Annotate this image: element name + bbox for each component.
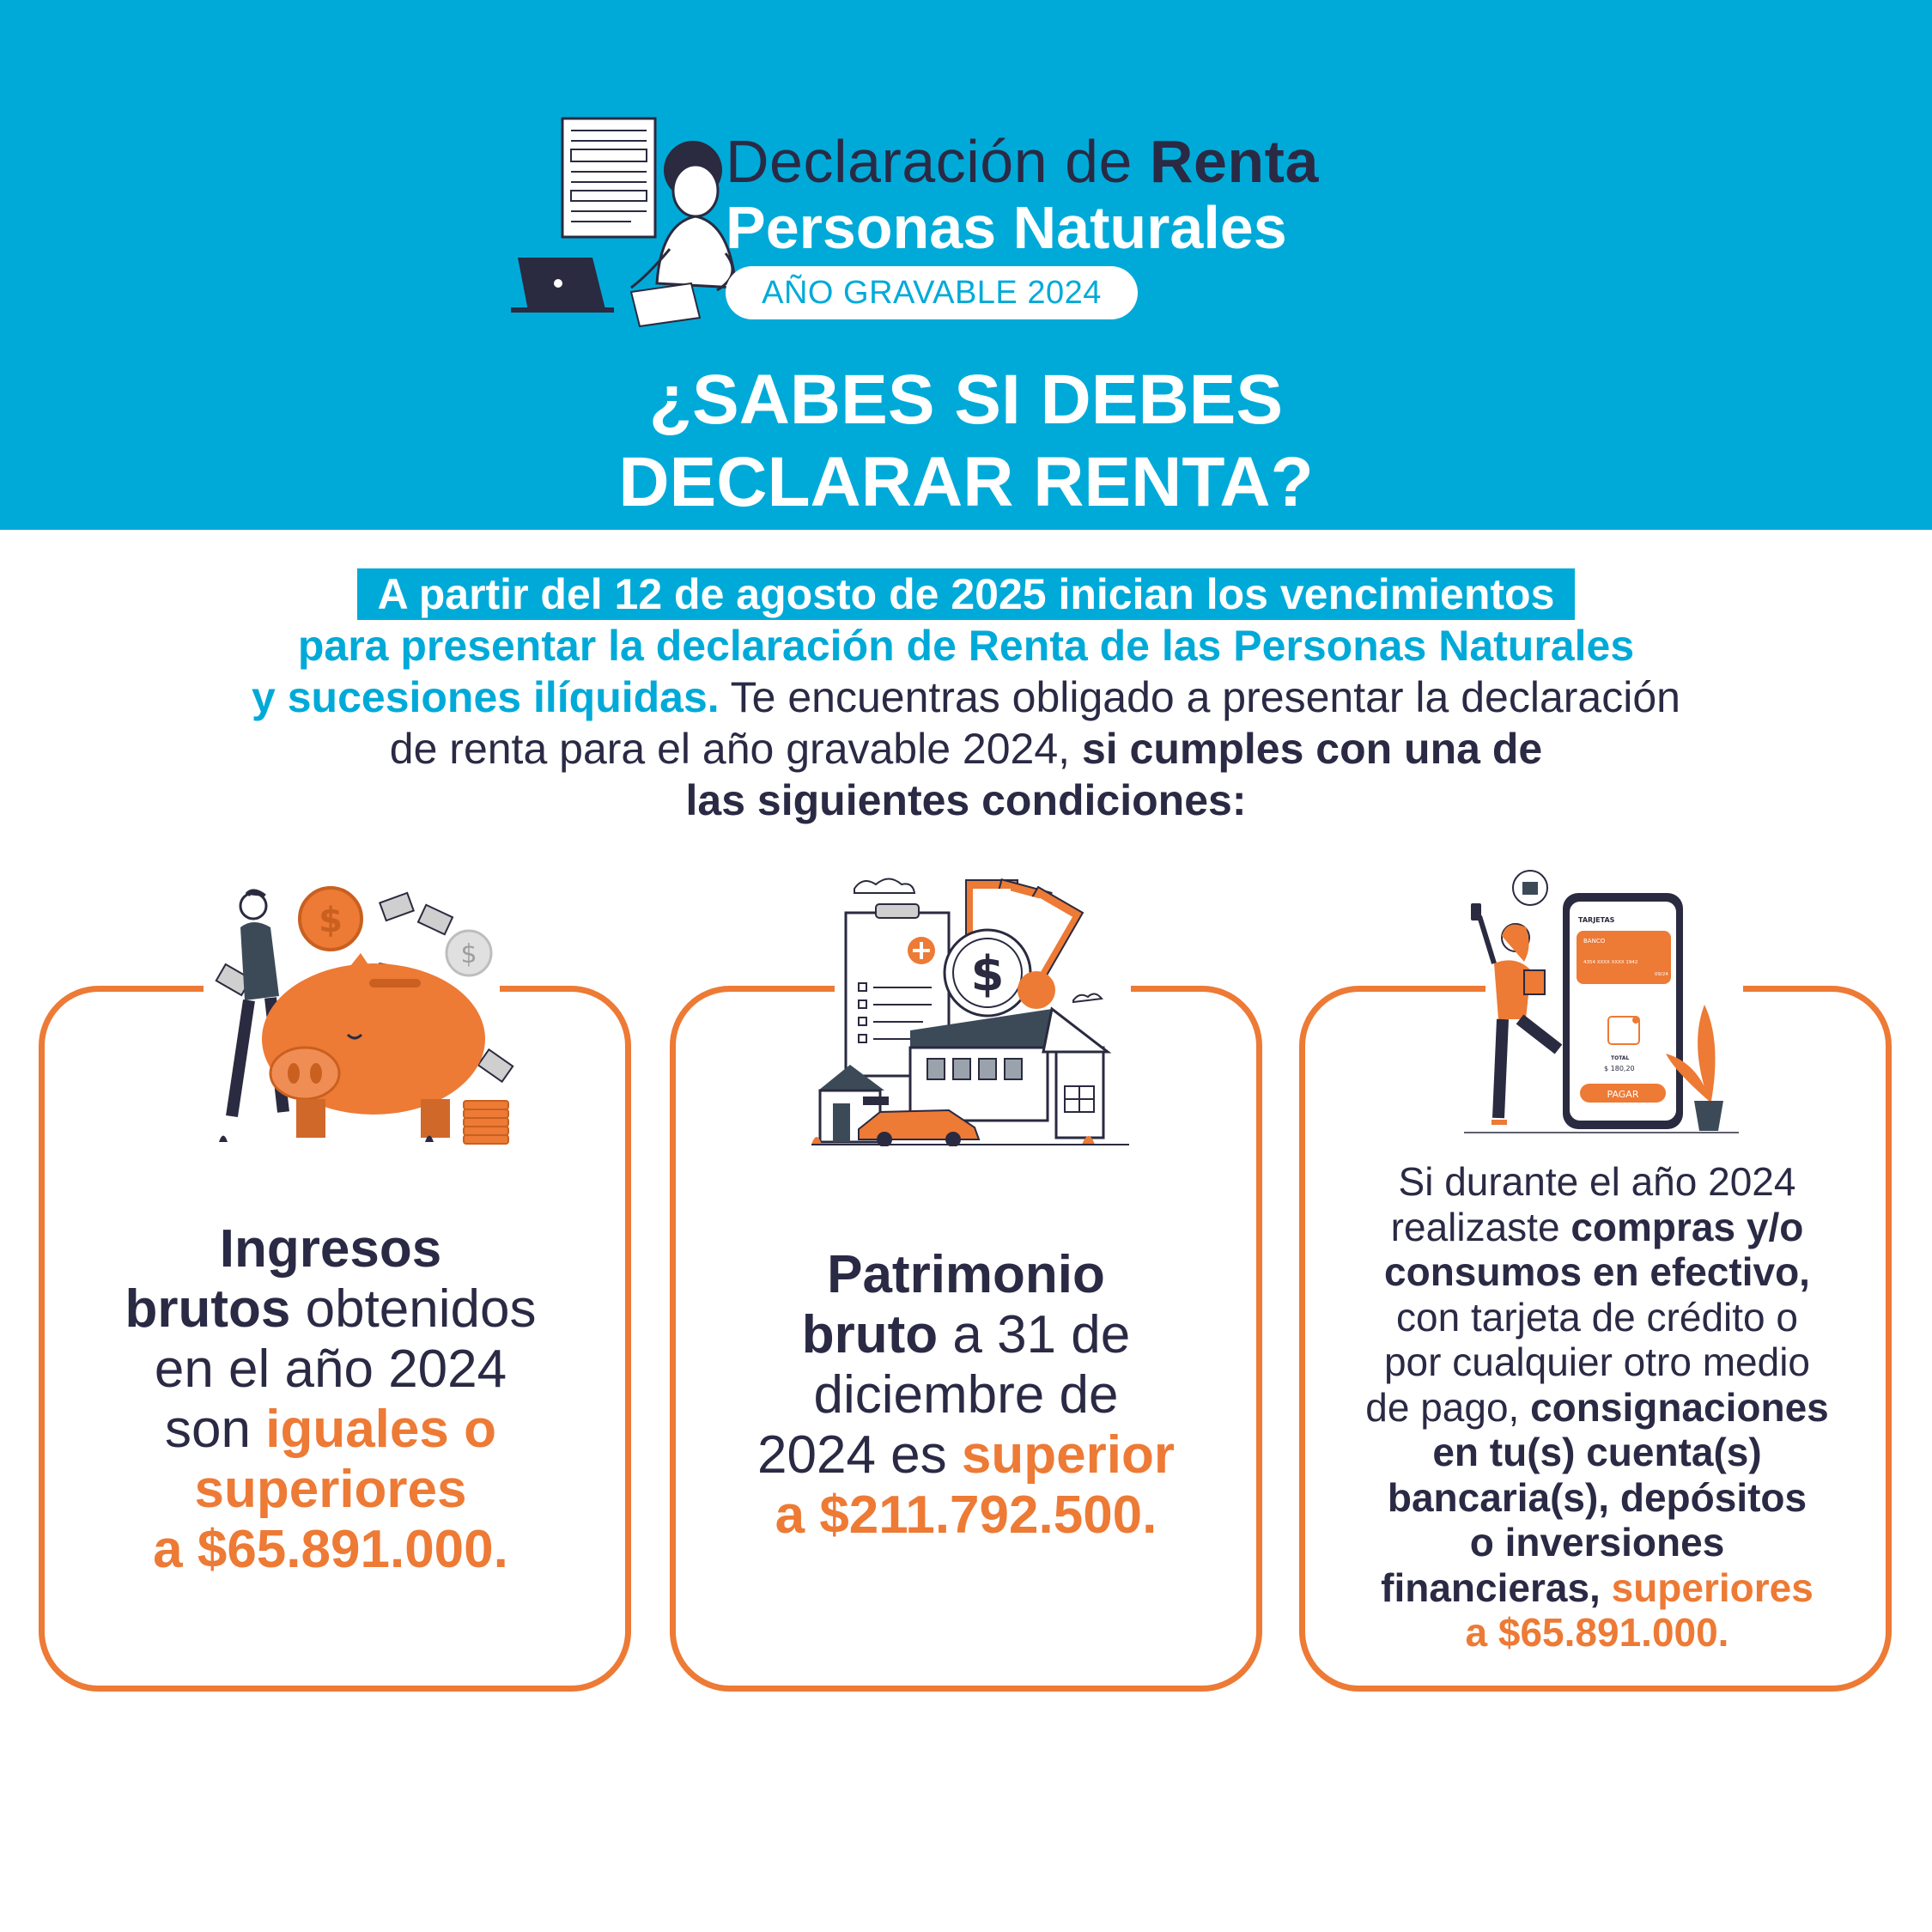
- phone-pay-label: PAGAR: [1607, 1089, 1639, 1100]
- main-subtitle: Personas Naturales: [726, 194, 1287, 261]
- main-question: [0, 359, 1932, 524]
- assets-text-2: diciembre de: [813, 1365, 1119, 1425]
- phone-total-label: TOTAL: [1611, 1055, 1630, 1061]
- svg-text:$: $: [970, 946, 1005, 1002]
- income-highlight-2: superiores: [194, 1460, 467, 1519]
- assets-text-1: a 31 de: [938, 1305, 1131, 1364]
- intro-bold-2: las siguientes condiciones:: [685, 776, 1247, 824]
- assets-text-3: 2024 es: [757, 1425, 962, 1485]
- phone-card-label: BANCO: [1583, 938, 1606, 945]
- income-term: Ingresos: [219, 1219, 442, 1279]
- consumption-term-3: consignaciones: [1530, 1384, 1829, 1430]
- assets-term: Patrimonio: [827, 1245, 1105, 1304]
- consumption-text-1: Si durante el año 2024: [1398, 1159, 1796, 1204]
- intro-text-1: Te encuentras obligado a presentar la declaración: [719, 673, 1680, 721]
- income-condition-text: [34, 1219, 627, 1580]
- mobile-payment-illustration: [1464, 869, 1739, 1135]
- income-term-2: brutos: [125, 1279, 291, 1339]
- consumption-amount: a $65.891.000.: [1465, 1610, 1729, 1655]
- consumption-term-4: en tu(s) cuenta(s): [1432, 1430, 1762, 1474]
- question-line-1: ¿SABES SI DEBES: [648, 361, 1284, 439]
- year-badge: AÑO GRAVABLE 2024: [726, 266, 1138, 319]
- consumption-term-2: consumos en efectivo,: [1384, 1249, 1810, 1294]
- house-assets-illustration: [811, 872, 1129, 1146]
- phone-card-expiry: 09/24: [1655, 972, 1668, 977]
- svg-text:$: $: [319, 901, 343, 940]
- assets-highlight: superior: [961, 1425, 1175, 1485]
- main-title: Declaración de Renta: [726, 128, 1319, 195]
- intro-blue-end: y sucesiones ilíquidas.: [252, 673, 720, 721]
- income-amount: a $65.891.000.: [153, 1520, 508, 1579]
- income-text-2: en el año 2024: [154, 1340, 507, 1399]
- income-text-1: obtenidos: [290, 1279, 537, 1339]
- income-text-3: son: [165, 1400, 266, 1459]
- piggy-bank-illustration: [215, 884, 524, 1146]
- phone-card-number: 4354 XXXX XXXX 1942: [1583, 960, 1638, 965]
- intro-highlight: A partir del 12 de agosto de 2025 inician los vencimientos: [357, 568, 1576, 620]
- consumption-term-6: o inversiones: [1469, 1520, 1725, 1564]
- consumption-text-5: de pago,: [1365, 1384, 1531, 1430]
- income-highlight-1: iguales o: [265, 1400, 496, 1459]
- question-line-2: DECLARAR RENTA?: [618, 443, 1314, 521]
- svg-text:$: $: [460, 939, 477, 969]
- intro-paragraph: [86, 568, 1846, 826]
- consumption-highlight: superiores: [1611, 1564, 1814, 1610]
- consumption-term-1: compras y/o: [1571, 1204, 1804, 1249]
- phone-total-value: $ 180,20: [1604, 1065, 1635, 1072]
- consumption-text-3: con tarjeta de crédito o: [1396, 1294, 1798, 1340]
- assets-term-2: bruto: [801, 1305, 939, 1364]
- consumption-text-2: realizaste: [1390, 1204, 1571, 1249]
- assets-condition-text: [665, 1245, 1267, 1546]
- intro-bold-1: si cumples con una de: [1081, 725, 1543, 773]
- consumption-term-7: financieras,: [1381, 1564, 1612, 1610]
- intro-text-2: de renta para el año gravable 2024,: [389, 725, 1082, 773]
- phone-app-label: TARJETAS: [1578, 916, 1615, 924]
- consumption-text-4: por cualquier otro medio: [1383, 1340, 1811, 1384]
- intro-blue-line: para presentar la declaración de Renta de las Personas Naturales: [297, 622, 1635, 670]
- consumption-condition-text: [1314, 1159, 1880, 1656]
- assets-amount: a $211.792.500.: [775, 1485, 1157, 1545]
- consumption-term-5: bancaria(s), depósitos: [1387, 1474, 1807, 1520]
